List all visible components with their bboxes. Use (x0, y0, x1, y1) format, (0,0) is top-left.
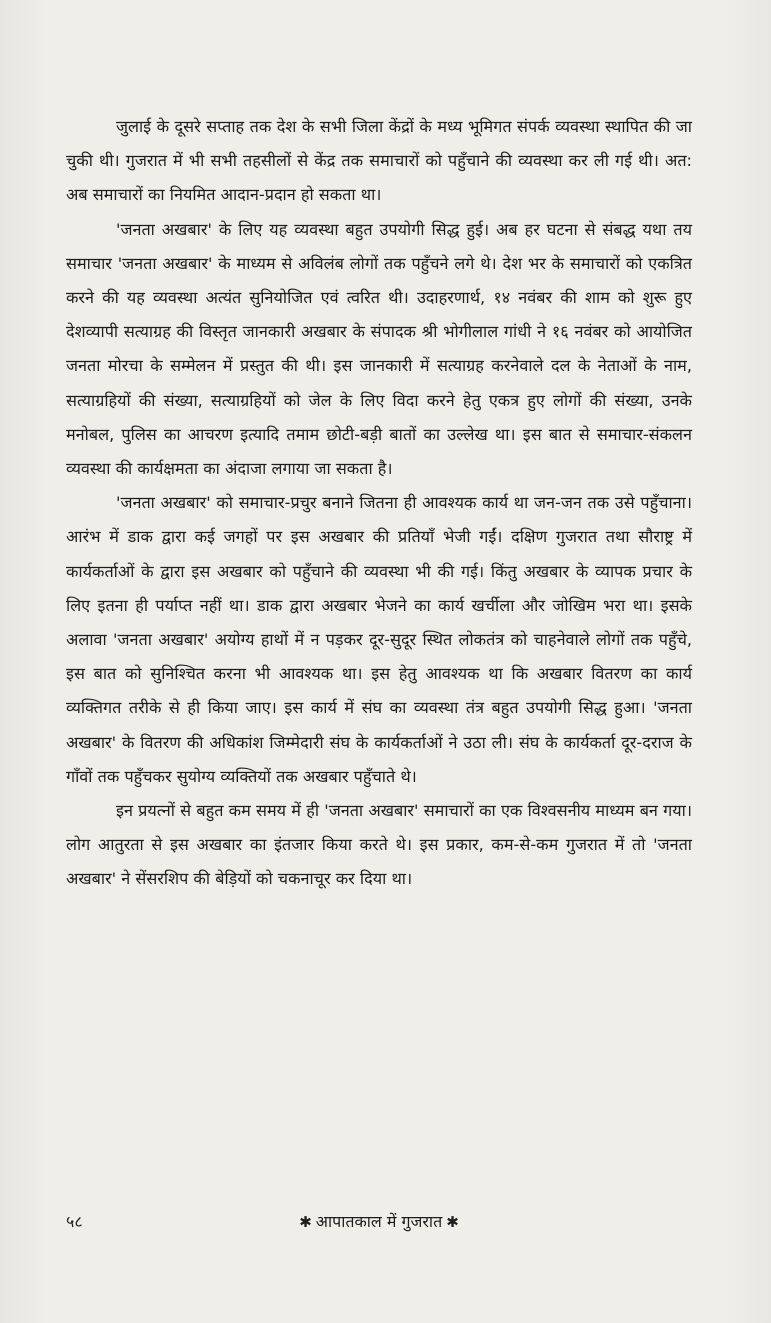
asterisk-icon: ✱ (446, 1213, 459, 1231)
page-number: ५८ (66, 1212, 83, 1231)
paragraph-2: 'जनता अखबार' के लिए यह व्यवस्था बहुत उपयोगी सिद्ध हुई। अब हर घटना से संबद्ध यथा तय समाचार 'जनता अखबार' के माध्यम से अविलंब लोगों तक पहुँचने लगे थे। देश भर के समाचारों को एकत्रित करने की यह व्यवस्था अत्यंत सुनियोजित एवं त्वरित थी। उदाहरणार्थ, १४ नवंबर की शाम को शुरू हुए देशव्यापी सत्याग्रह की विस्तृत जानकारी अखबार के संपादक श्री भोगीलाल गांधी ने १६ नवंबर को आयोजित जनता मोरचा के सम्मेलन में प्रस्तुत की थी। इस जानकारी में सत्याग्रह करनेवाले दल के नेताओं के नाम, सत्याग्रहियों की संख्या, सत्याग्रहियों को जेल के लिए विदा करने हेतु एकत्र हुए लोगों की संख्या, उनके मनोबल, पुलिस का आचरण इत्यादि तमाम छोटी-बड़ी बातों का उल्लेख था। इस बात से समाचार-संकलन व्यवस्था की कार्यक्षमता का अंदाजा लगाया जा सकता है। (66, 219, 692, 479)
asterisk-icon: ✱ (299, 1213, 312, 1231)
paragraph-1: जुलाई के दूसरे सप्ताह तक देश के सभी जिला केंद्रों के मध्य भूमिगत संपर्क व्यवस्था स्थापित की जा चुकी थी। गुजरात में भी सभी तहसीलों से केंद्र तक समाचारों को पहुँचाने की व्यवस्था कर ली गई थी। अत: अब समाचारों का नियमित आदान-प्रदान हो सकता था। (66, 117, 692, 205)
paragraph-3: 'जनता अखबार' को समाचार-प्रचुर बनाने जितना ही आवश्यक कार्य था जन-जन तक उसे पहुँचाना। आरंभ में डाक द्वारा कई जगहों पर इस अखबार की प्रतियाँ भेजी गईं। दक्षिण गुजरात तथा सौराष्ट्र में कार्यकर्ताओं के द्वारा इस अखबार को पहुँचाने की व्यवस्था भी की गई। किंतु अखबार के व्यापक प्रचार के लिए इतना ही पर्याप्त नहीं था। डाक द्वारा अखबार भेजने का कार्य खर्चीला और जोखिम भरा था। इसके अलावा 'जनता अखबार' अयोग्य हाथों में न पड़कर दूर-सुदूर स्थित लोकतंत्र को चाहनेवाले लोगों तक पहुँचे, इस बात को सुनिश्चित करना भी आवश्यक था। इस हेतु आवश्यक था कि अखबार वितरण का कार्य व्यक्तिगत तरीके से ही किया जाए। इस कार्य में संघ का व्यवस्था तंत्र बहुत उपयोगी सिद्ध हुआ। 'जनता अखबार' के वितरण की अधिकांश जिम्मेदारी संघ के कार्यकर्ताओं ने उठा ली। संघ के कार्यकर्ता दूर-दराज के गाँवों तक पहुँचकर सुयोग्य व्यक्तियों तक अखबार पहुँचाते थे। (66, 493, 692, 786)
body-text (66, 110, 692, 897)
running-title (66, 1210, 692, 1232)
paragraph-4: इन प्रयत्नों से बहुत कम समय में ही 'जनता अखबार' समाचारों का एक विश्वसनीय माध्यम बन गया। लोग आतुरता से इस अखबार का इंतजार किया करते थे। इस प्रकार, कम-से-कम गुजरात में तो 'जनता अखबार' ने सेंसरशिप की बेड़ियों को चकनाचूर कर दिया था। (66, 801, 692, 889)
page-footer (66, 1210, 692, 1240)
running-title-text: आपातकाल में गुजरात (315, 1212, 443, 1231)
